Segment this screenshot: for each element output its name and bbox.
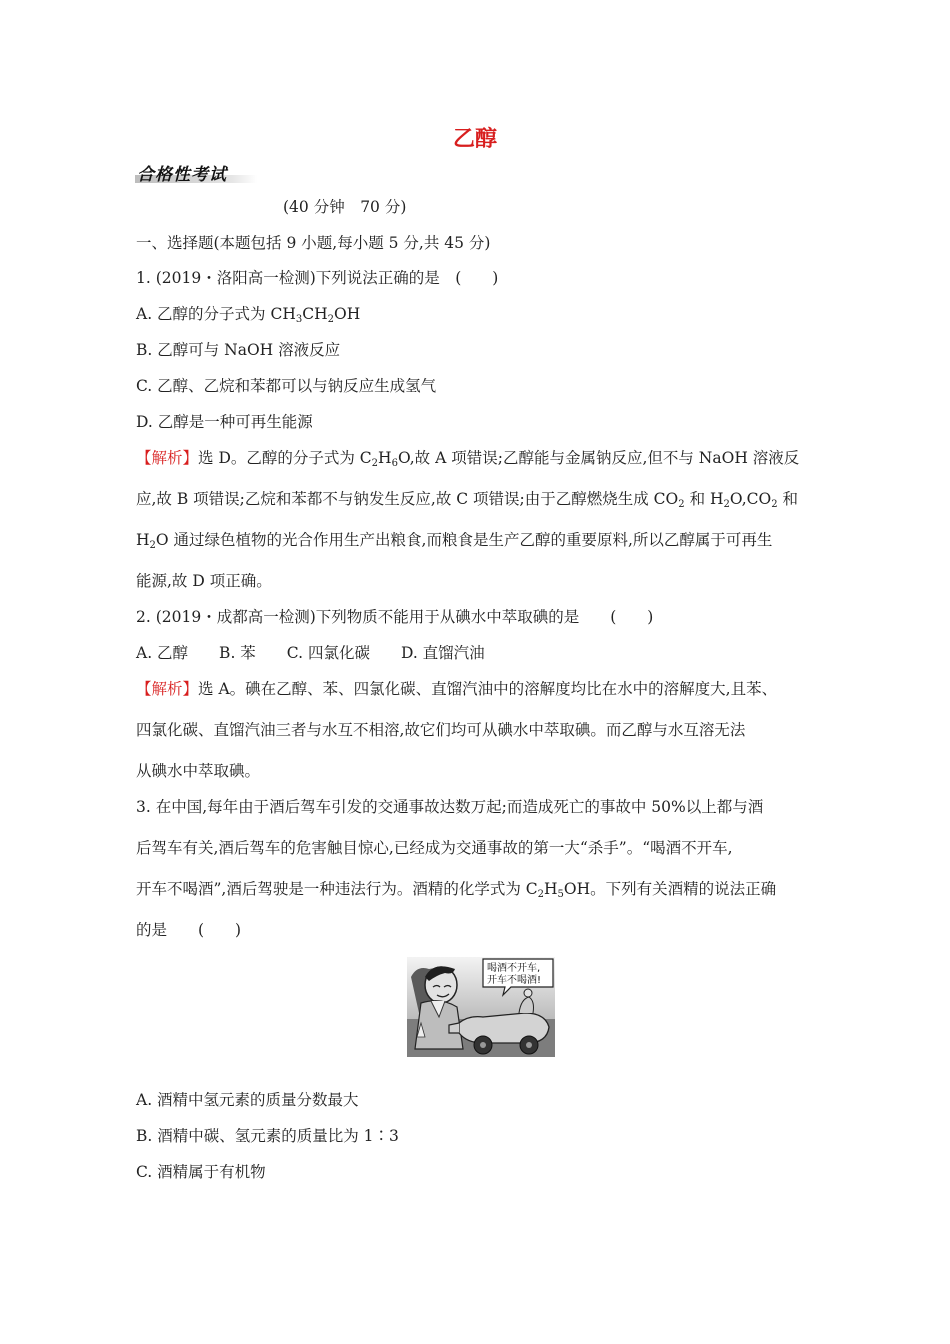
q2-options: A. 乙醇 B. 苯 C. 四氯化碳 D. 直馏汽油 xyxy=(136,644,485,662)
q1-option-c: C. 乙醇、乙烷和苯都可以与钠反应生成氢气 xyxy=(136,377,437,395)
section-banner xyxy=(135,160,257,184)
q2-stem: 2. (2019・成都高一检测)下列物质不能用于从碘水中萃取碘的是 ( ) xyxy=(136,608,654,626)
q1-analysis-line-2: 应,故 B 项错误;乙烷和苯都不与钠发生反应,故 C 项错误;由于乙醇燃烧生成 $CO_2$ 和 $H_2O,CO_2$ 和 xyxy=(136,490,798,510)
q3-option-b: B. 酒精中碳、氢元素的质量比为 1∶3 xyxy=(136,1127,399,1145)
q1-option-d: D. 乙醇是一种可再生能源 xyxy=(136,413,313,431)
banner-text: 合格性考试 xyxy=(137,165,227,185)
drunk-driving-cartoon xyxy=(407,957,555,1057)
cartoon-svg xyxy=(407,957,555,1057)
q1-analysis-line-3: $H_2O$ 通过绿色植物的光合作用生产出粮食,而粮食是生产乙醇的重要原料,所以乙醇属于可再生 xyxy=(136,531,773,551)
q2-analysis-line-1: 【解析】选 A。碘在乙醇、苯、四氯化碳、直馏汽油中的溶解度均比在水中的溶解度大,且苯、 xyxy=(136,680,778,698)
q2-analysis-line-3: 从碘水中萃取碘。 xyxy=(136,762,261,780)
q1-stem: 1. (2019・洛阳高一检测)下列说法正确的是 ( ) xyxy=(136,269,499,287)
analysis-label: 【解析】 xyxy=(136,449,199,467)
q3-stem-line-3: 开车不喝酒”,酒后驾驶是一种违法行为。酒精的化学式为 $C_2H_5OH$。下列有关酒精的说法正确 xyxy=(136,880,777,900)
q3-stem-line-4: 的是 ( ) xyxy=(136,921,242,939)
q1-option-b: B. 乙醇可与 NaOH 溶液反应 xyxy=(136,341,341,359)
q2-analysis-line-2: 四氯化碳、直馏汽油三者与水互不相溶,故它们均可从碘水中萃取碘。而乙醇与水互溶无法 xyxy=(136,721,746,739)
q3-option-c: C. 酒精属于有机物 xyxy=(136,1163,266,1181)
q3-option-a: A. 酒精中氢元素的质量分数最大 xyxy=(136,1091,359,1109)
document-title: 乙醇 xyxy=(452,127,497,152)
cartoon-bubble-line-1: 喝酒不开车, xyxy=(487,963,541,974)
q1-analysis-line-1: 【解析】选 D。乙醇的分子式为 $C_2H_6O$,故 A 项错误;乙醇能与金属钠反应,但不与 NaOH 溶液反 xyxy=(136,449,800,469)
q3-stem-line-2: 后驾车有关,酒后驾车的危害触目惊心,已经成为交通事故的第一大“杀手”。“喝酒不开车, xyxy=(136,839,733,857)
time-score: (40 分钟 70 分) xyxy=(283,198,407,216)
section-one-heading: 一、选择题(本题包括 9 小题,每小题 5 分,共 45 分) xyxy=(136,234,491,252)
analysis-label: 【解析】 xyxy=(136,680,199,698)
q1-option-a: A. 乙醇的分子式为 $CH_3CH_2OH$ xyxy=(136,305,361,325)
cartoon-bubble-line-2: 开车不喝酒! xyxy=(487,975,542,986)
q3-stem-line-1: 3. 在中国,每年由于酒后驾车引发的交通事故达数万起;而造成死亡的事故中 50%以上都与酒 xyxy=(136,798,764,816)
q1-analysis-line-4: 能源,故 D 项正确。 xyxy=(136,572,272,590)
